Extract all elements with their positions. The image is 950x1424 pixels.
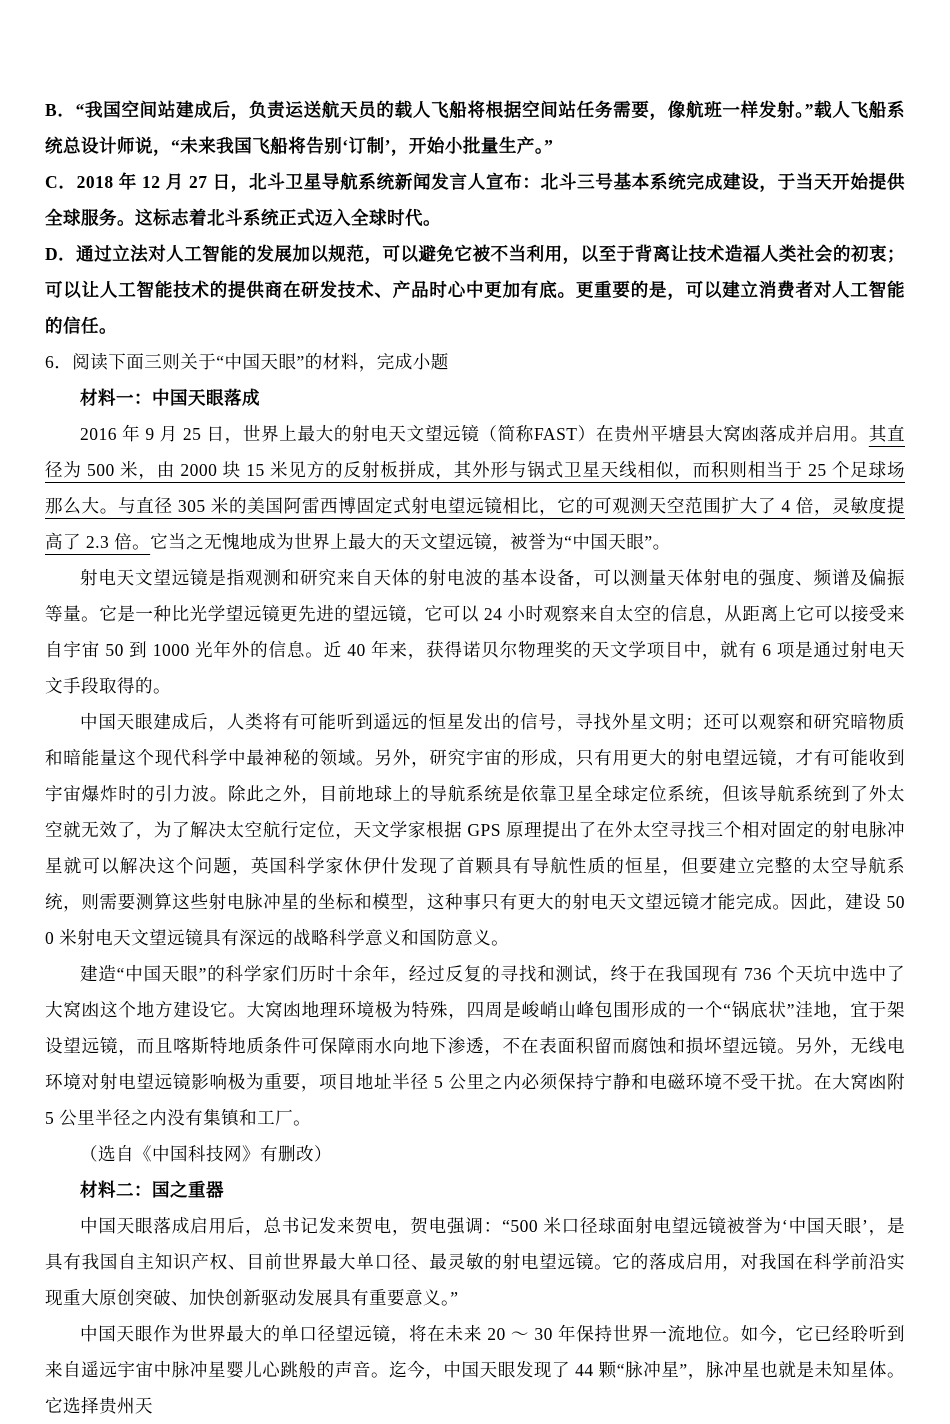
material-one-paragraph-2: 射电天文望远镜是指观测和研究来自天体的射电波的基本设备，可以测量天体射电的强度、频谱及偏振等量。它是一种比光学望远镜更先进的望远镜，它可以 24 小时观察来自太空的信息，从距离上它可以接受来自宇宙 50 到 1000 光年外的信息。近 40 年来，获得诺贝尔物理奖的天文学项目中，就有 6 项是通过射电天文手段取得的。 — [45, 568, 905, 696]
option-b: B．“我国空间站建成后，负责运送航天员的载人飞船将根据空间站任务需要，像航班一样发射。”载人飞船系统总设计师说，“未来我国飞船将告别‘订制’，开始小批量生产。” — [45, 100, 905, 156]
material-two-paragraph-1: 中国天眼落成启用后，总书记发来贺电，贺电强调：“500 米口径球面射电望远镜被誉为‘中国天眼’，是具有我国自主知识产权、目前世界最大单口径、最灵敏的射电望远镜。它的落成启用，对我国在科学前沿实现重大原创突破、加快创新驱动发展具有重要意义。” — [45, 1216, 905, 1308]
paragraph-1-underlined-text: 其直径为 500 米，由 2000 块 15 米见方的反射板拼成，其外形与锅式卫星天线相似，而积则相当于 25 个足球场那么大。与直径 305 米的美国阿雷西博固定式射电望远镜相比，它的可观测天空范围扩大了 4 倍，灵敏度提高了 2.3 倍。 — [45, 424, 905, 552]
material-one-paragraph-3: 中国天眼建成后，人类将有可能听到遥远的恒星发出的信号，寻找外星文明；还可以观察和研究暗物质和暗能量这个现代科学中最神秘的领域。另外，研究宇宙的形成，只有用更大的射电望远镜，才有可能收到宇宙爆炸时的引力波。除此之外，目前地球上的导航系统是依靠卫星全球定位系统，但该导航系统到了外太空就无效了，为了解决太空航行定位，天文学家根据 GPS 原理提出了在外太空寻找三个相对固定的射电脉冲星就可以解决这个问题，英国科学家休伊什发现了首颗具有导航性质的恒星，但要建立完整的太空导航系统，则需要测算这些射电脉冲星的坐标和模型，这种事只有更大的射电天文望远镜才能完成。因此，建设 500 米射电天文望远镜具有深远的战略科学意义和国防意义。 — [45, 712, 905, 948]
paragraph-1-lead: 2016 年 9 月 25 日，世界上最大的射电天文望远镜（简称FAST）在贵州平塘县大窝凼落成并启用。 — [80, 424, 869, 444]
material-one-paragraph-4: 建造“中国天眼”的科学家们历时十余年，经过反复的寻找和测试，终于在我国现有 736 个天坑中选中了大窝凼这个地方建设它。大窝凼地理环境极为特殊，四周是峻峭山峰包围形成的一个“锅底状”洼地，宜于架设望远镜，而且喀斯特地质条件可保障雨水向地下渗透，不在表面积留而腐蚀和损坏望远镜。另外，无线电环境对射电望远镜影响极为重要，项目地址半径 5 公里之内必须保持宁静和电磁环境不受干扰。在大窝凼附 5 公里半径之内没有集镇和工厂。 — [45, 964, 905, 1128]
option-d: D．通过立法对人工智能的发展加以规范，可以避免它被不当利用，以至于背离让技术造福人类社会的初衷；可以让人工智能技术的提供商在研发技术、产品时心中更加有底。更重要的是，可以建立消费者对人工智能的信任。 — [45, 244, 905, 336]
material-two-title: 材料二：国之重器 — [80, 1180, 224, 1200]
material-one-source: （选自《中国科技网》有删改） — [80, 1144, 332, 1164]
paragraph-1-tail: 它当之无愧地成为世界上最大的天文望远镜，被誉为“中国天眼”。 — [150, 532, 671, 552]
material-two-paragraph-2: 中国天眼作为世界最大的单口径望远镜，将在未来 20 ～ 30 年保持世界一流地位。如今，它已经聆听到来自遥远宇宙中脉冲星婴儿心跳般的声音。迄今，中国天眼发现了 44 颗“脉冲星”，脉冲星也就是未知星体。它选择贵州天 — [45, 1324, 905, 1416]
material-one-paragraph-1 — [45, 416, 905, 560]
question-6-intro: 6．阅读下面三则关于“中国天眼”的材料，完成小题 — [45, 352, 449, 372]
material-one-title: 材料一：中国天眼落成 — [80, 388, 260, 408]
option-c: C．2018 年 12 月 27 日，北斗卫星导航系统新闻发言人宣布：北斗三号基本系统完成建设，于当天开始提供全球服务。这标志着北斗系统正式迈入全球时代。 — [45, 172, 905, 228]
